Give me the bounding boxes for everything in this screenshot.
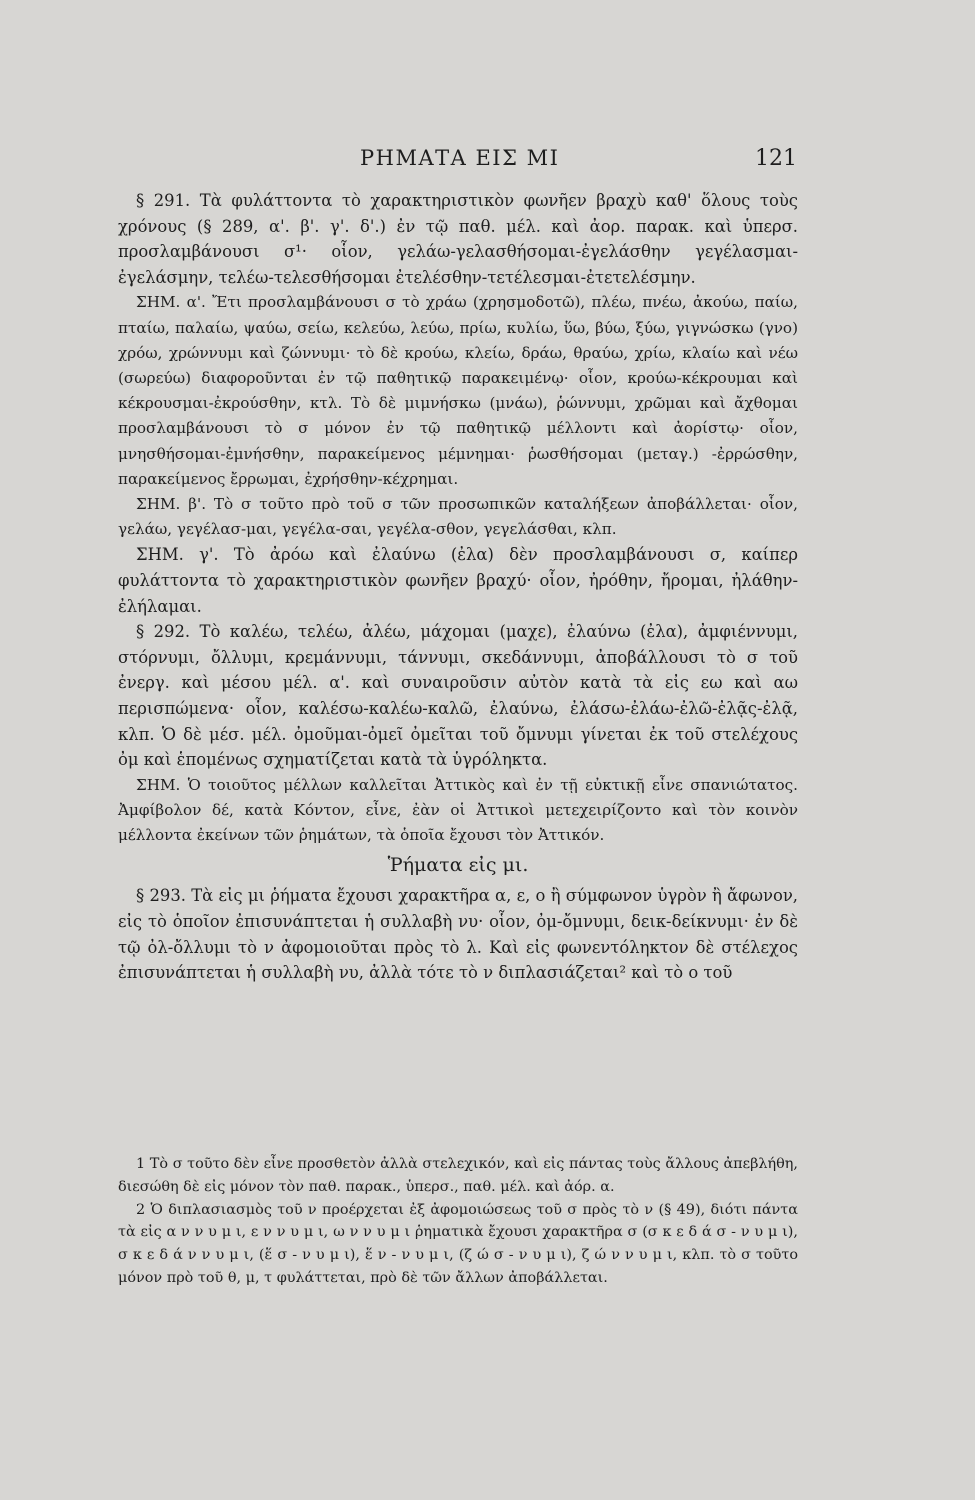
note-b: ΣΗΜ. β'. Τὸ σ τοῦτο πρὸ τοῦ σ τῶν προσωπικῶν καταλήξεων ἀποβάλλεται· οἷον, γελάω, γεγέλασ-μαι, γεγέλα-σαι, γεγέλα-σθον, γεγελάσθαι, κλπ. bbox=[118, 495, 798, 539]
paragraph-291: § 291. Τὰ φυλάττοντα τὸ χαρακτηριστικὸν φωνῆεν βραχὺ καθ' ὅλους τοὺς χρόνους (§ 289, α'. β'. γ'. δ'.) ἐν τῷ παθ. μέλ. καὶ ἀορ. παρακ. καὶ ὑπερσ. προσλαμβάνουσι σ¹· οἷον, γελάω-γελασθήσομαι-ἐγελάσθην γεγέλασμαι-ἐγελάσμην, τελέω-τελεσθήσομαι ἐτελέσθην-τετέλεσμαι-ἐτετελέσμην. bbox=[118, 191, 798, 287]
note-a: ΣΗΜ. α'. Ἔτι προσλαμβάνουσι σ τὸ χράω (χρησμοδοτῶ), πλέω, πνέω, ἀκούω, παίω, πταίω, παλαίω, ψαύω, σείω, κελεύω, λεύω, πρίω, κυλίω, ὕω, βύω, ξύω, γιγνώσκω (γνο) χρόω, χρώννυμι καὶ ζώννυμι· τὸ δὲ κρούω, κλείω, δράω, θραύω, χρίω, κλαίω καὶ νέω (σωρεύω) διαφοροῦνται ἐν τῷ παθητικῷ παρακειμένῳ· οἷον, κρούω-κέκρουμαι καὶ κέκρουσμαι-ἐκρούσθην, κτλ. Τὸ δὲ μιμνήσκω (μνάω), ῥώννυμι, χρῶμαι καὶ ἄχθομαι προσλαμβάνουσι τὸ σ μόνον ἐν τῷ παθητικῷ μέλλοντι καὶ ἀορίστῳ· οἷον, μνησθήσομαι-ἐμνήσθην, παρακείμενος μέμνημαι· ῥωσθήσομαι (μεταγ.) -ἐρρώσθην, παρακείμενος ἔρρωμαι, ἐχρήσθην-κέχρημαι. bbox=[118, 293, 798, 488]
note-292: ΣΗΜ. Ὁ τοιοῦτος μέλλων καλλεῖται Ἀττικὸς καὶ ἐν τῇ εὐκτικῇ εἶνε σπανιώτατος. Ἀμφίβολον δέ, κατὰ Κόντον, εἶνε, ἐὰν οἱ Ἀττικοὶ μετεχειρίζοντο καὶ τὸν κοινὸν μέλλοντα ἐκείνων τῶν ῥημάτων, τὰ ὁποῖα ἔχουσι τὸν Ἀττικόν. bbox=[118, 775, 798, 845]
note-c: ΣΗΜ. γ'. Τὸ ἀρόω καὶ ἐλαύνω (ἐλα) δὲν προσλαμβάνουσι σ, καίπερ φυλάττοντα τὸ χαρακτηριστικὸν φωνῆεν βραχύ· οἷον, ἠρόθην, ἤρομαι, ἠλάθην-ἐλήλαμαι. bbox=[118, 545, 798, 616]
paragraph-292: § 292. Τὸ καλέω, τελέω, ἀλέω, μάχομαι (μαχε), ἐλαύνω (ἐλα), ἀμφιέννυμι, στόρνυμι, ὄλλυμι, κρεμάννυμι, τάννυμι, σκεδάννυμι, ἀποβάλλουσι τὸ σ τοῦ ἐνεργ. καὶ μέσου μέλ. α'. καὶ συναιροῦσιν αὐτὸν κατὰ τὰ εἰς εω καὶ αω περισπώμενα· οἷον, καλέσω-καλέω-καλῶ, ἐλαύνω, ἐλάσω-ἐλάω-ἐλῶ-ἐλᾷς-ἐλᾷ, κλπ. Ὁ δὲ μέσ. μέλ. ὀμοῦμαι-ὀμεῖ ὀμεῖται τοῦ ὄμνυμι γίνεται ἐκ τοῦ στελέχους ὀμ καὶ ἑπομένως σχηματίζεται κατὰ τὰ ὑγρόληκτα. bbox=[118, 622, 798, 770]
section-heading: Ῥήματα εἰς μι. bbox=[387, 854, 529, 877]
page-header bbox=[0, 146, 975, 176]
main-text bbox=[118, 188, 798, 986]
paragraph-293: § 293. Τὰ εἰς μι ῥήματα ἔχουσι χαρακτῆρα α, ε, ο ἢ σύμφωνον ὑγρὸν ἢ ἄφωνον, εἰς τὸ ὁποῖον ἐπισυνάπτεται ἡ συλλαβὴ νυ· οἷον, ὀμ-ὄμνυμι, δεικ-δείκνυμι· ἐν δὲ τῷ ὀλ-ὄλλυμι τὸ ν ἀφομοιοῦται πρὸς τὸ λ. Καὶ εἰς φωνεντόληκτον δὲ στέλεχος ἐπισυνάπτεται ἡ συλλαβὴ νυ, ἀλλὰ τότε τὸ ν διπλασιάζεται² καὶ τὸ ο τοῦ bbox=[118, 886, 798, 983]
footnotes bbox=[118, 1153, 798, 1290]
page-number: 121 bbox=[755, 146, 797, 171]
running-title: ΡΗΜΑΤΑ ΕΙΣ ΜΙ bbox=[360, 146, 560, 170]
footnote-1: 1 Τὸ σ τοῦτο δὲν εἶνε προσθετὸν ἀλλὰ στελεχικόν, καὶ εἰς πάντας τοὺς ἄλλους ἀπεβλήθη, διεσώθη δὲ εἰς μόνον τὸν παθ. παρακ., ὑπερσ., παθ. μέλ. καὶ ἀόρ. α. bbox=[118, 1156, 798, 1195]
footnote-2: 2 Ὁ διπλασιασμὸς τοῦ ν προέρχεται ἐξ ἀφομοιώσεως τοῦ σ πρὸς τὸ ν (§ 49), διότι πάντα τὰ εἰς α ν ν υ μ ι, ε ν ν υ μ ι, ω ν ν υ μ ι ῥηματικὰ ἔχουσι χαρακτῆρα σ (σ κ ε δ ά σ - ν υ μ ι), σ κ ε δ ά ν ν υ μ ι, (ἕ σ - ν υ μ ι), ἕ ν - ν υ μ ι, (ζ ώ σ - ν υ μ ι), ζ ώ ν ν υ μ ι, κλπ. τὸ σ τοῦτο μόνον πρὸ τοῦ θ, μ, τ φυλάττεται, πρὸ δὲ τῶν ἄλλων ἀποβάλλεται. bbox=[118, 1201, 798, 1286]
